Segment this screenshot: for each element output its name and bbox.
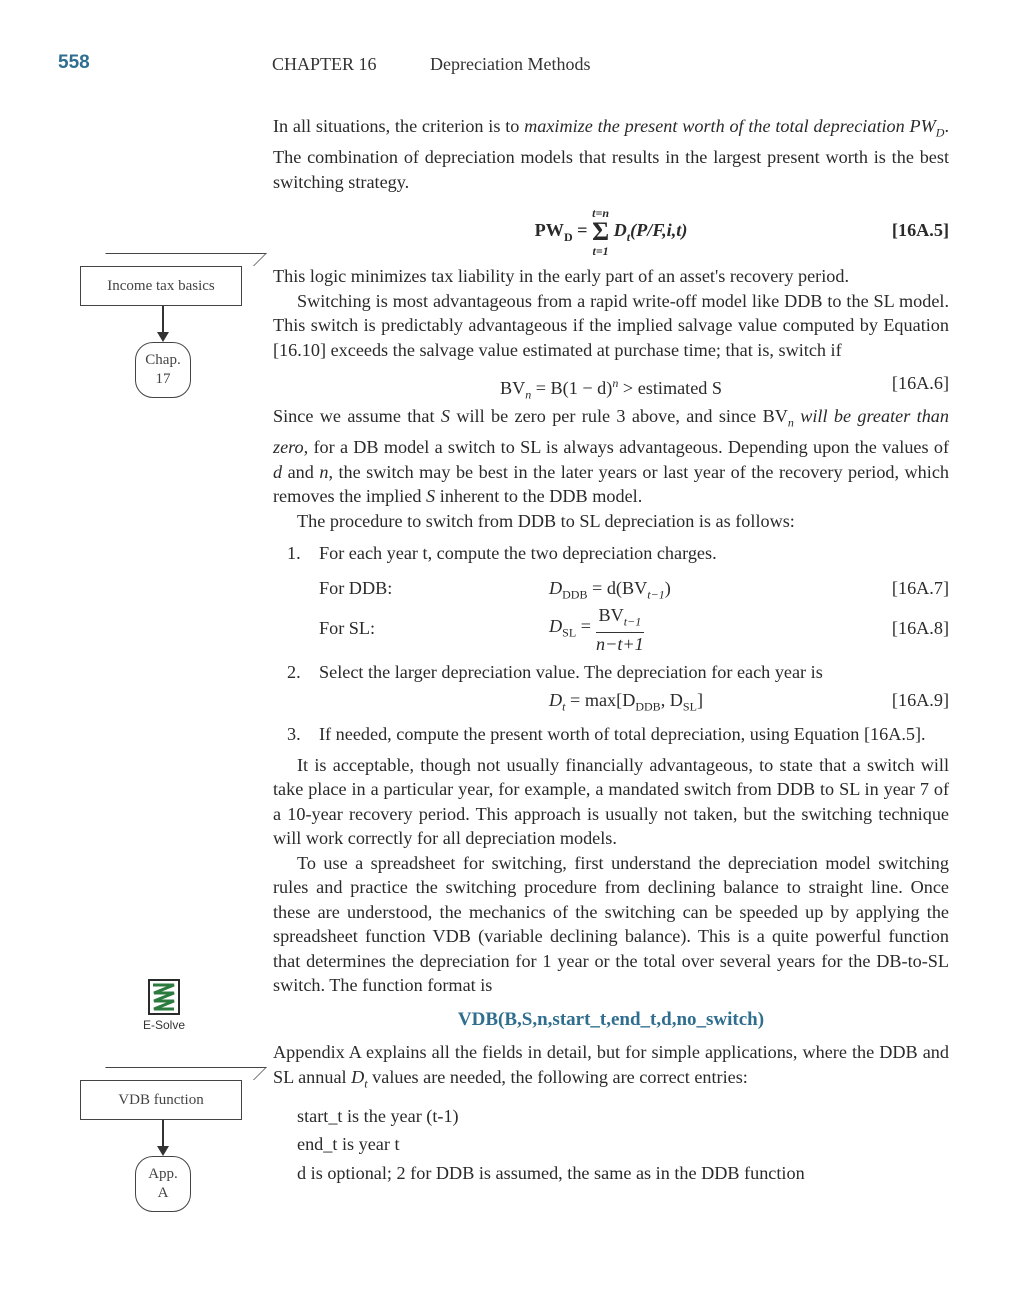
- equation-16a9: $D_t = \max[D_{DDB}$, $D_{SL}$] [16A.9]: [549, 690, 949, 714]
- list-item: start_t is the year (t-1): [297, 1105, 459, 1126]
- equation-tag: [16A.6]: [891, 373, 949, 394]
- equation-16a5: $PW_D$ = t=n Σ t=1 $D_t(P/F,i,t)$ [16A.5]: [534, 206, 949, 259]
- margin-arrow-down-icon: [162, 306, 164, 334]
- paragraph: In all situations, the criterion is to maximize the present worth of the total depreciation $PW_D$. The combination of depreciation models that results in the largest present worth is the best switching strategy.: [273, 116, 949, 192]
- equation-16a7: For DDB: $D_{DDB} = d(BV_{t-1})$ [16A.7]: [319, 577, 949, 602]
- summation: t=n Σ t=1: [592, 206, 610, 259]
- equation-16a6: $BV_n = B(1 - d)^n$ > estimated S [16A.6]: [499, 373, 949, 402]
- list-item: 1. For each year t, compute the two depreciation charges. For DDB: $D_{DDB} = d(BV_{t-1})$ [16A.7] For SL: $D_{SL}$ = $\frac{BV_{t-1}}{n-t+1}$ [16A.8]: [287, 543, 949, 655]
- paragraph: To use a spreadsheet for switching, first understand the depreciation model switching rules and practice the switching procedure from declining balance to straight line. Once these are understood, the mechanics of the switching can be speeded up by applying the spreadsheet function VDB (variable declining balance). This is a quite powerful function that determines the depreciation for 1 year or the total over several years for the DB-to-SL switch. The function format is: [273, 852, 949, 996]
- main-text: [273, 114, 949, 1189]
- vdb-function-format: VDB(B,S,n,start_t,end_t,d,no_switch): [457, 1008, 765, 1030]
- esolve-label: E-Solve: [142, 1018, 186, 1032]
- paragraph: The procedure to switch from DDB to SL depreciation is as follows:: [297, 510, 795, 531]
- equation-tag: [16A.7]: [891, 577, 949, 598]
- margin-ref-chap-17: Chap. 17: [135, 342, 191, 398]
- equation-tag: [16A.5]: [891, 220, 949, 241]
- paragraph: Appendix A explains all the fields in detail, but for simple applications, where the DDB and SL annual $D_t$ values are needed, the following are correct entries:: [273, 1042, 949, 1091]
- list-item: 2. Select the larger depreciation value. The depreciation for each year is $D_t = \max[D_{DDB}$, $D_{SL}$] [16A.9]: [273, 660, 949, 717]
- page-number: 558: [58, 52, 90, 73]
- list-item: 3. If needed, compute the present worth of total depreciation, using Equation [16A.5].: [287, 724, 926, 745]
- list-item: d is optional; 2 for DDB is assumed, the same as in the DDB function: [297, 1162, 805, 1183]
- entries-list: [297, 1104, 949, 1186]
- paragraph: This logic minimizes tax liability in the early part of an asset's recovery period.: [273, 266, 850, 287]
- chapter-title: Depreciation Methods: [430, 54, 591, 74]
- paragraph: Switching is most advantageous from a rapid write-off model like DDB to the SL model. This switch is predictably advantageous if the implied salvage value computed by Equation [16.10] exceeds the salvage value estimated at purchase time; that is, switch if: [273, 290, 949, 360]
- fraction: $\frac{BV_{t-1}}{n-t+1}$: [595, 604, 644, 655]
- margin-note-income-tax-basics: Income tax basics: [80, 266, 242, 306]
- paragraph: It is acceptable, though not usually financially advantageous, to state that a switch will take place in a particular year, for example, a mandated switch from DDB to SL in year 7 of a 10-year recovery period. This approach is usually not taken, but the switching technique will work correctly for all depreciation models.: [273, 754, 949, 849]
- list-item: end_t is year t: [297, 1134, 400, 1155]
- margin-arrow-down-icon: [162, 1120, 164, 1148]
- esolve-icon: [148, 979, 180, 1015]
- chapter-label: CHAPTER 16: [272, 54, 377, 74]
- equation-tag: [16A.8]: [891, 617, 949, 638]
- equation-16a8: For SL: $D_{SL}$ = $\frac{BV_{t-1}}{n-t+1}$ [16A.8]: [319, 604, 949, 655]
- paragraph: Since we assume that S will be zero per rule 3 above, and since $BV_n$ will be greater than zero, for a DB model a switch to SL is always advantageous. Depending upon the values of d and n, the switch may be best in the later years or last year of the recovery period, which removes the implied S inherent to the DDB model.: [273, 406, 949, 507]
- margin-ref-app-a: App. A: [135, 1156, 191, 1212]
- procedure-list: [273, 541, 949, 747]
- margin-note-vdb-function: VDB function: [80, 1080, 242, 1120]
- equation-tag: [16A.9]: [891, 690, 949, 711]
